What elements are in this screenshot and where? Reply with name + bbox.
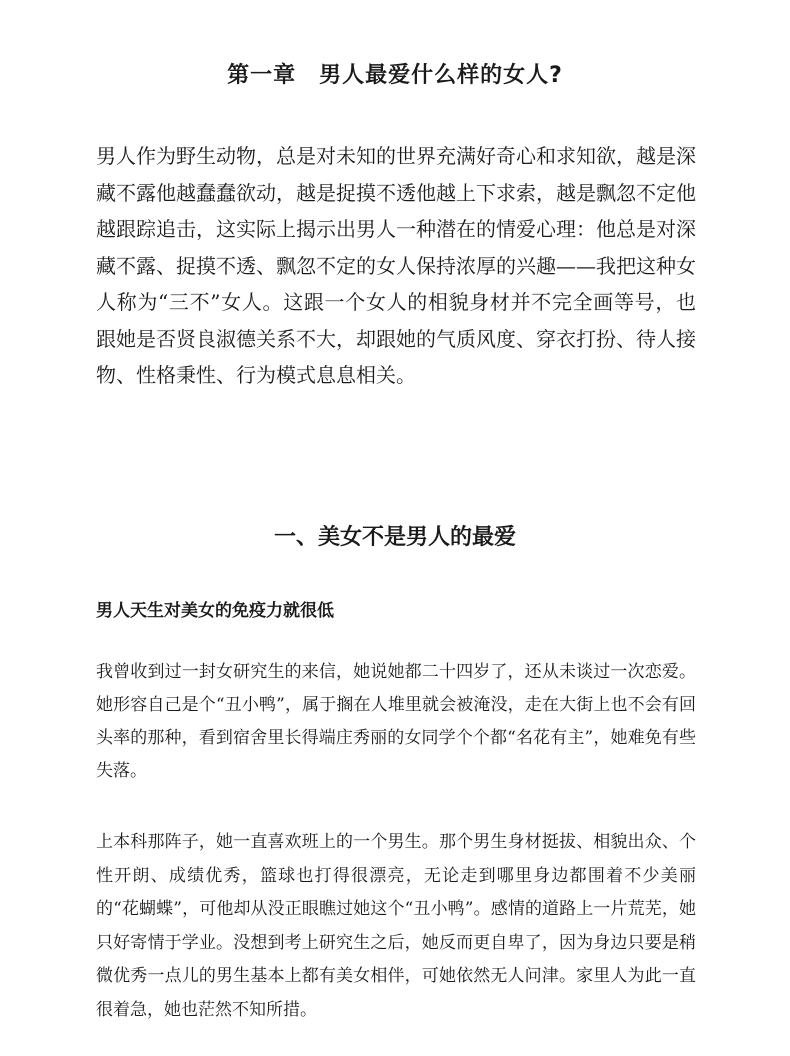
intro-paragraph: 男人作为野生动物，总是对未知的世界充满好奇心和求知欲，越是深藏不露他越蠢蠢欲动，越是捉摸不透他越上下求索，越是飘忽不定他越跟踪追击，这实际上揭示出男人一种潜在的情爱心理：他总是对深藏不露、捉摸不透、飘忽不定的女人保持浓厚的兴趣——我把这种女人称为“三不”女人。这跟一个女人的相貌身材并不完全画等号，也跟她是否贤良淑德关系不大，却跟她的气质风度、穿衣打扮、待人接物、性格秉性、行为模式息息相关。 (96, 144, 696, 387)
section-title: 一、美女不是男人的最爱 (273, 525, 516, 550)
chapter-title: 第一章 男人最爱什么样的女人? (227, 63, 563, 88)
section-subtitle: 男人天生对美女的免疫力就很低 (96, 601, 334, 621)
body-paragraph-2: 上本科那阵子，她一直喜欢班上的一个男生。那个男生身材挺拔、相貌出众、个性开朗、成绩优秀，篮球也打得很漂亮，无论走到哪里身边都围着不少美丽的“花蝴蝶”，可他却从没正眼瞧过她这个“丑小鸭”。感情的道路上一片荒芜，她只好寄情于学业。没想到考上研究生之后，她反而更自卑了，因为身边只要是稍微优秀一点儿的男生基本上都有美女相伴，可她依然无人问津。家里人为此一直很着急，她也茫然不知所措。 (96, 832, 696, 1020)
body-paragraph-1: 我曾收到过一封女研究生的来信，她说她都二十四岁了，还从未谈过一次恋爱。她形容自己是个“丑小鸭”，属于搁在人堆里就会被淹没，走在大街上也不会有回头率的那种，看到宿舍里长得端庄秀丽的女同学个个都“名花有主”，她难免有些失落。 (96, 662, 696, 781)
